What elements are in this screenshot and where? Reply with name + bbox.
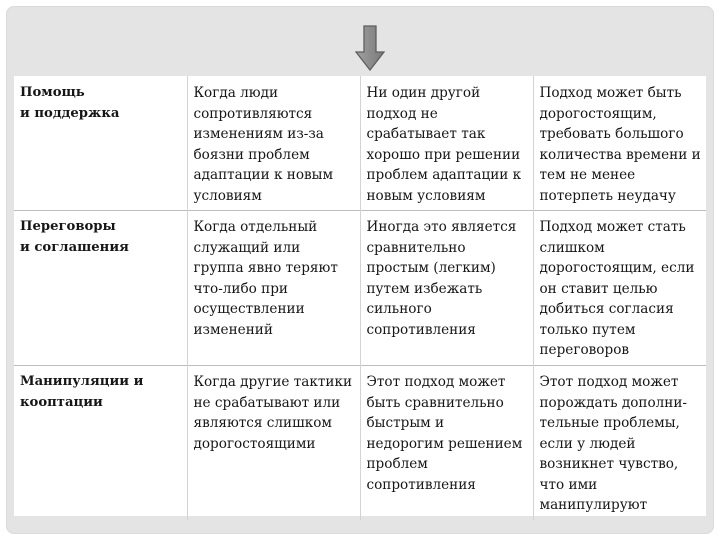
disadvantages-cell (533, 211, 706, 366)
method-name-cell (14, 366, 187, 520)
cell-text-line: что-либо при (193, 280, 288, 297)
cell-text-line: являются слишком (193, 415, 333, 431)
cell-text-line: путем избежать (366, 280, 483, 297)
cell-text-line: дорогостоящими (193, 435, 316, 452)
cell-text-line: боязни проблем (193, 146, 310, 163)
cell-text-line: и соглашения (20, 239, 129, 255)
cell-text-line: он ставит целью (539, 280, 658, 297)
cell-text-line: Переговоры (20, 219, 116, 234)
cell-text-line: порождать дополни- (539, 394, 688, 411)
cell-text-line: Манипуляции и (20, 374, 144, 389)
cell-text-line: потерпеть неудачу (539, 187, 676, 204)
cell-text-line: тельные проблемы, (539, 415, 680, 431)
cell-text-line: слишком (539, 239, 605, 256)
method-name-cell (14, 76, 187, 211)
cell-text-line: изменениям из-за (193, 126, 324, 142)
cell-text-line: сопротивляются (193, 105, 313, 122)
cell-text-line: Когда другие тактики (193, 374, 352, 390)
when-to-use-cell (187, 211, 360, 366)
cell-text-line: хорошо при решении (366, 146, 521, 163)
cell-text-line: если у людей (539, 435, 636, 452)
cell-text-line: Подход может быть (539, 85, 682, 101)
advantages-cell (360, 76, 533, 211)
cell-text-line: срабатывает так (366, 126, 486, 142)
cell-text-line: Помощь (20, 85, 85, 100)
advantages-cell (360, 366, 533, 520)
cell-text-line: быстрым и (366, 415, 445, 431)
cell-text-line: сопротивления (366, 476, 476, 493)
cell-text-line: адаптации к новым (193, 167, 334, 183)
cell-text-line: осуществлении (193, 301, 305, 317)
when-to-use-cell (187, 76, 360, 211)
table-row (14, 366, 706, 520)
comparison-table-container (14, 76, 706, 516)
cell-text-line: недорогим решением (366, 435, 523, 452)
cell-text-line: Этот подход может (366, 374, 506, 390)
cell-text-line: дорогостоящим, (539, 105, 657, 122)
cell-text-line: служащий или (193, 239, 301, 256)
cell-text-line: Когда люди (193, 85, 279, 101)
methods-comparison-table (14, 76, 706, 520)
table-row (14, 76, 706, 211)
cell-text-line: Ни один другой (366, 85, 481, 101)
cell-text-line: не срабатывают или (193, 394, 341, 411)
cell-text-line: переговоров (539, 342, 630, 358)
down-arrow-icon (355, 25, 385, 71)
cell-text-line: требовать большого (539, 126, 684, 142)
cell-text-line: кооптации (20, 394, 103, 410)
cell-text-line: манипулируют (539, 497, 648, 513)
cell-text-line: условиям (193, 187, 262, 204)
cell-text-line: сильного (366, 301, 432, 317)
cell-text-line: Этот подход может (539, 374, 679, 390)
cell-text-line: изменений (193, 321, 273, 338)
cell-text-line: тем не менее (539, 167, 636, 183)
cell-text-line: возникнет чувство, (539, 456, 679, 472)
method-name-cell (14, 211, 187, 366)
cell-text-line: Иногда это является (366, 219, 517, 235)
cell-text-line: проблем адаптации к (366, 167, 522, 183)
cell-text-line: проблем (366, 456, 428, 472)
cell-text-line: подход не (366, 105, 438, 122)
cell-text-line: новым условиям (366, 187, 486, 204)
cell-text-line: и поддержка (20, 105, 120, 121)
cell-text-line: количества времени и (539, 146, 701, 163)
table-row (14, 211, 706, 366)
disadvantages-cell (533, 76, 706, 211)
cell-text-line: дорогостоящим, если (539, 260, 695, 276)
cell-text-line: что ими (539, 476, 598, 493)
cell-text-line: сравнительно (366, 239, 466, 256)
table-body (14, 76, 706, 520)
cell-text-line: сопротивления (366, 321, 476, 338)
cell-text-line: простым (легким) (366, 260, 496, 276)
cell-text-line: только путем (539, 321, 636, 338)
when-to-use-cell (187, 366, 360, 520)
disadvantages-cell (533, 366, 706, 520)
advantages-cell (360, 211, 533, 366)
cell-text-line: группа явно теряют (193, 260, 338, 276)
cell-text-line: добиться согласия (539, 301, 674, 317)
cell-text-line: Подход может стать (539, 219, 686, 235)
cell-text-line: быть сравнительно (366, 394, 504, 411)
cell-text-line: Когда отдельный (193, 219, 318, 235)
